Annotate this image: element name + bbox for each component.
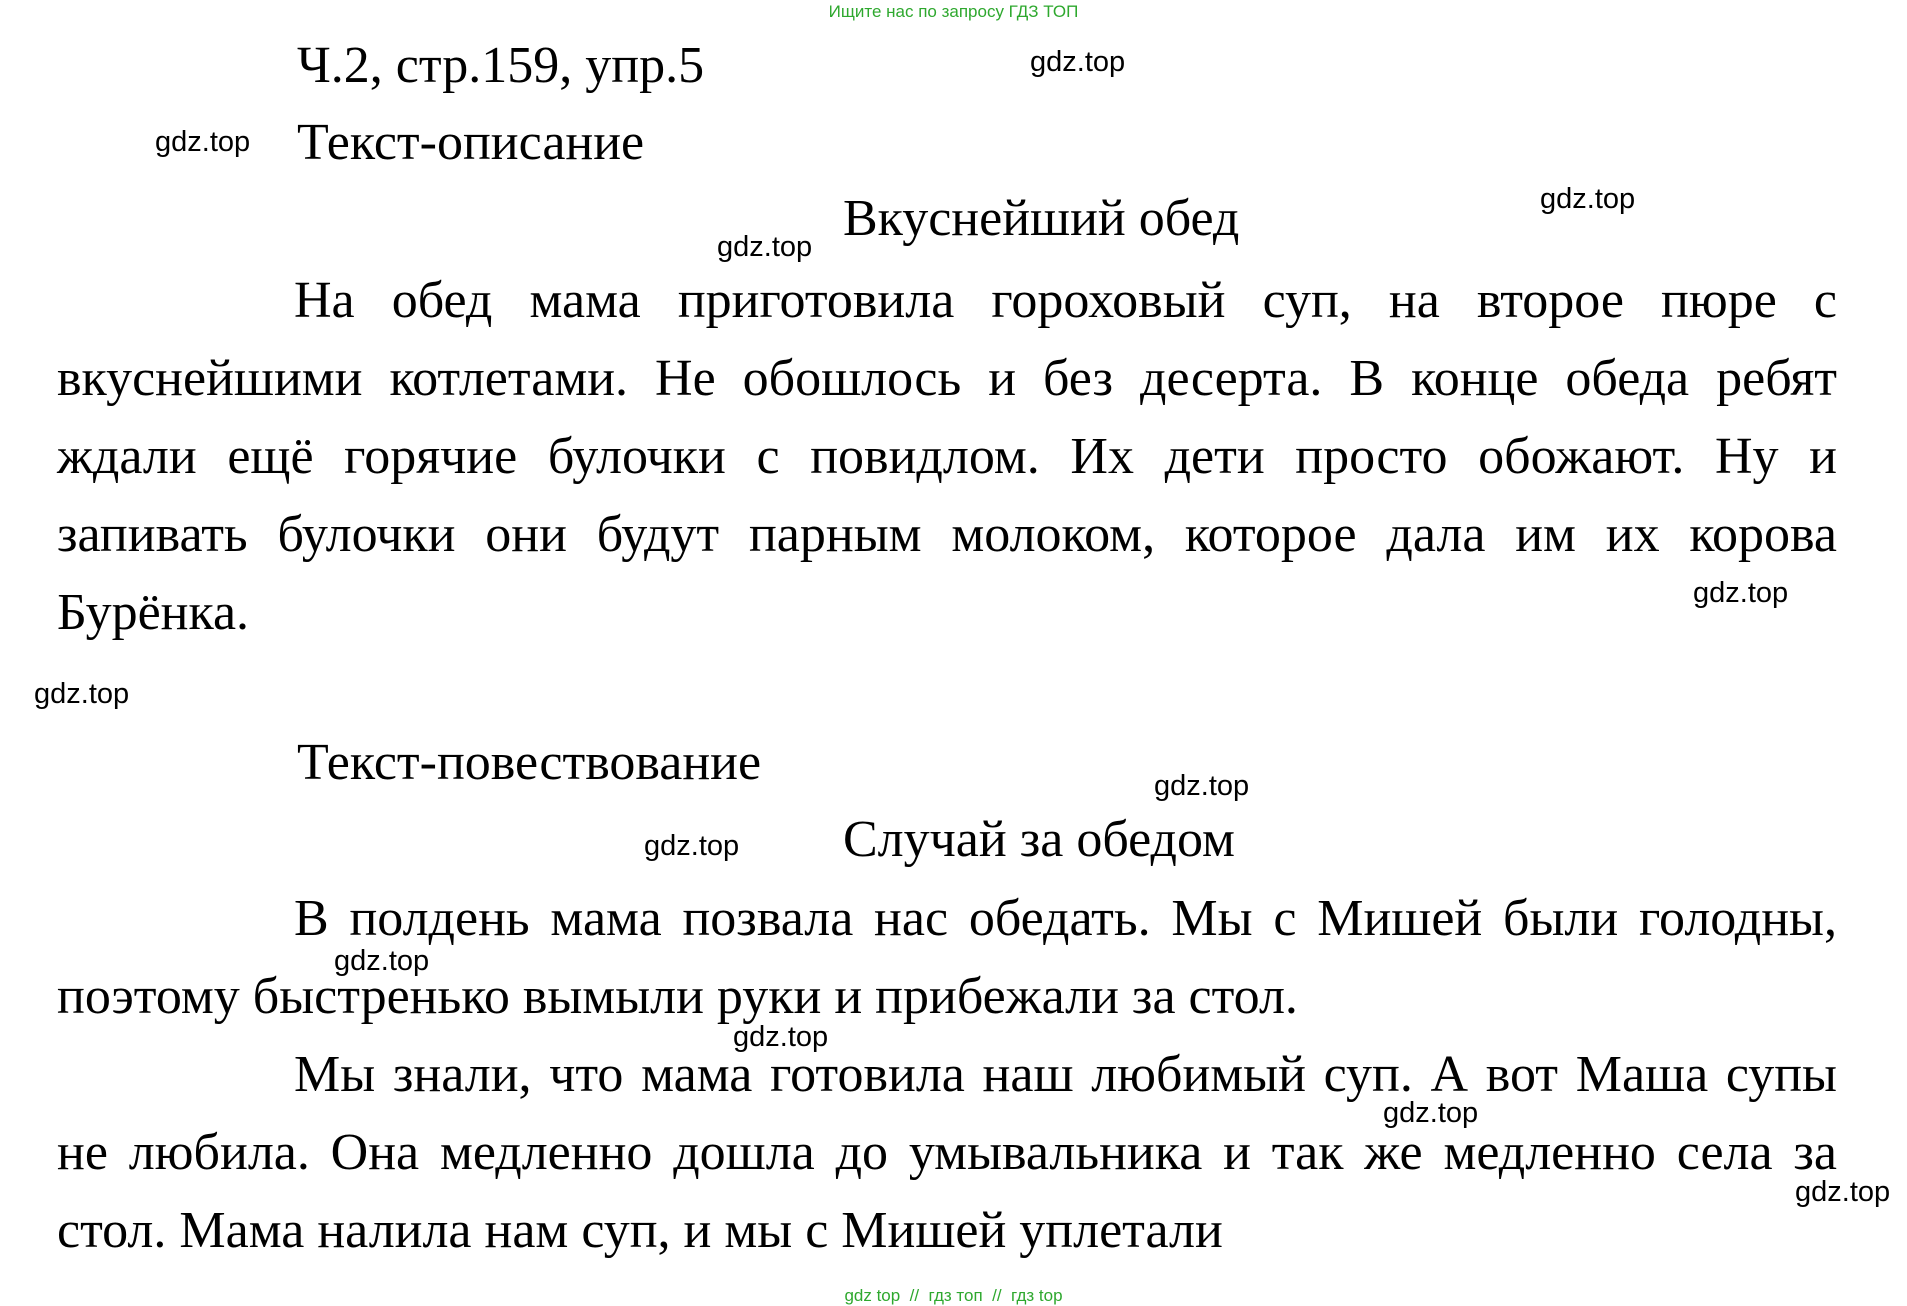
watermark: gdz.top [1540,183,1636,215]
watermark: gdz.top [1030,46,1126,78]
watermark: gdz.top [733,1021,829,1053]
section1-title: Вкуснейший обед [843,190,1240,247]
exercise-reference: Ч.2, стр.159, упр.5 [297,37,705,94]
section2-title: Случай за обедом [843,811,1235,868]
section1-type-label: Текст-описание [297,114,645,171]
section2-paragraph-2: Мы знали, что мама готовила наш любимый суп. А вот Маша супы не любила. Она медленно дошла до умывальника и так же медленно села за стол. Мама налила нам суп, и мы с Мишей уплетали [57,1046,1837,1259]
watermark: gdz.top [34,678,130,710]
watermark: gdz.top [1693,577,1789,609]
section2-paragraph-1: В полдень мама позвала нас обедать. Мы с Мишей были голодны, поэтому быстренько вымыли руки и прибежали за стол. [57,890,1837,1025]
watermark: gdz.top [1383,1097,1479,1129]
top-banner: Ищите нас по запросу ГДЗ ТОП [828,2,1079,21]
watermark: gdz.top [717,231,813,263]
watermark: gdz.top [1795,1176,1891,1208]
watermark: gdz.top [1154,770,1250,802]
section2-type-label: Текст-повествование [297,734,762,791]
bottom-footer: gdz top // гдз топ // гдз top [844,1286,1063,1305]
section1-paragraph: На обед мама приготовила гороховый суп, на второе пюре с вкуснейшими котлетами. Не обошлось и без десерта. В конце обеда ребят ждали ещё горячие булочки с повидлом. Их дети просто обожают. Ну и запивать булочки они будут парным молоком, которое дала им их корова Бурёнка. [57,272,1837,641]
watermark: gdz.top [644,830,740,862]
watermark: gdz.top [334,945,430,977]
watermark: gdz.top [155,126,251,158]
